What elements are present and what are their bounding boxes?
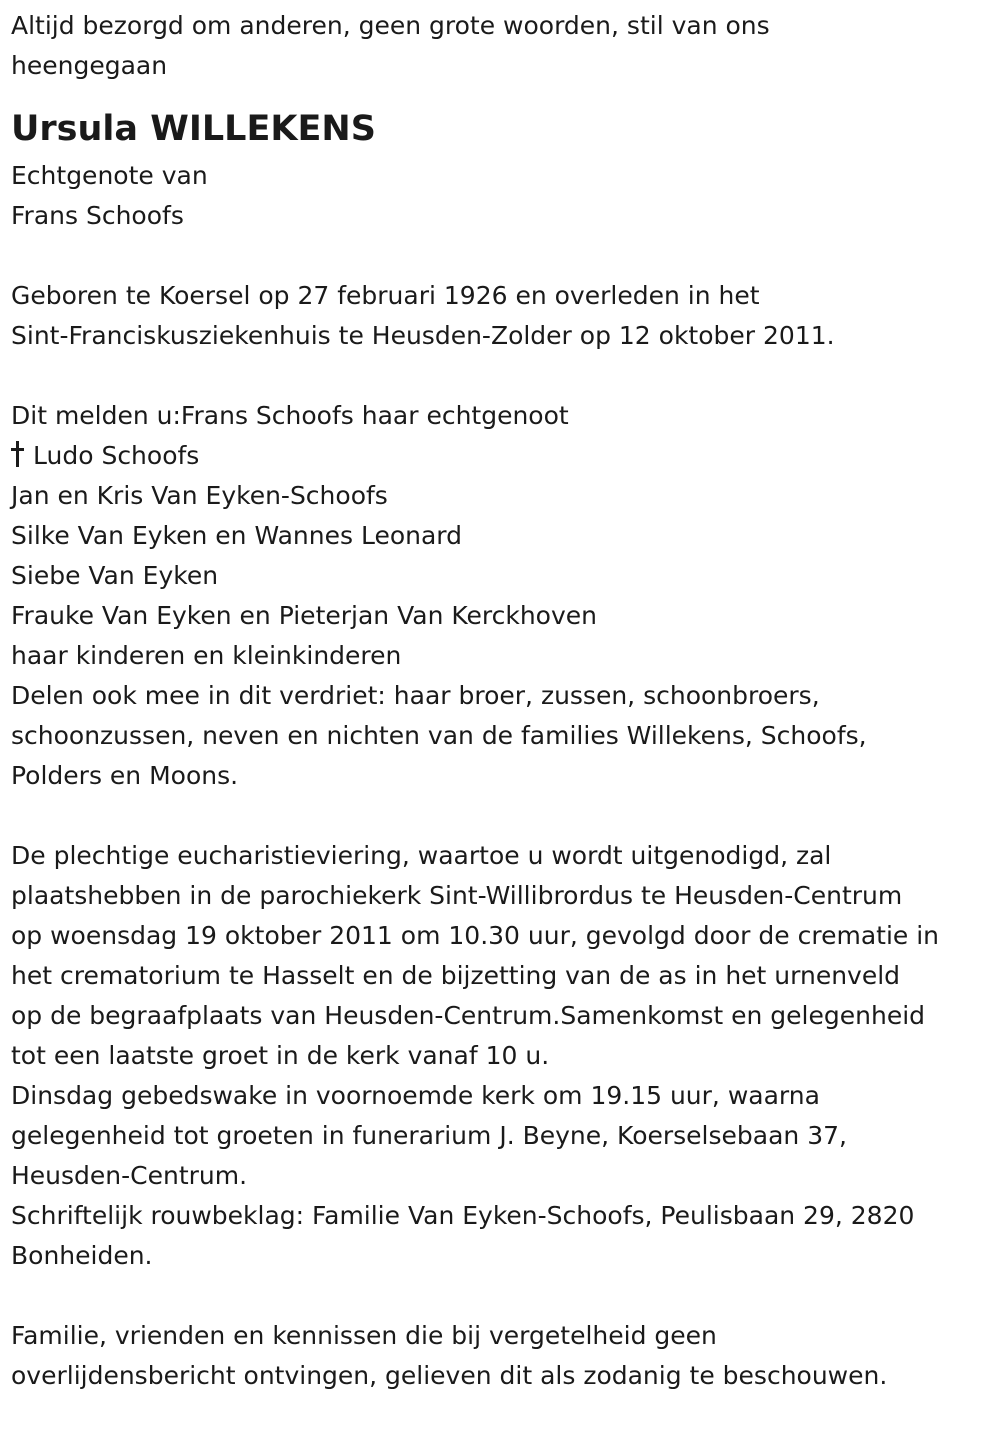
birth-death-line: Geboren te Koersel op 27 februari 1926 en overleden in het (11, 281, 760, 310)
closing-line: Familie, vrienden en kennissen die bij vergetelheid geen (11, 1321, 717, 1350)
announcement-line: schoonzussen, neven en nichten van de families Willekens, Schoofs, (11, 721, 867, 750)
closing-block (11, 1316, 989, 1396)
announcement-line: Jan en Kris Van Eyken-Schoofs (11, 481, 388, 510)
cross-icon (11, 441, 24, 467)
ceremony-line: Heusden-Centrum. (11, 1161, 248, 1190)
ceremony-line: Bonheiden. (11, 1241, 153, 1270)
ceremony-line: het crematorium te Hasselt en de bijzetting van de as in het urnenveld (11, 961, 901, 990)
ceremony-line: De plechtige eucharistieviering, waartoe u wordt uitgenodigd, zal (11, 841, 832, 870)
deceased-child-name: Ludo Schoofs (33, 441, 200, 470)
spouse-line: Echtgenote van (11, 161, 208, 190)
birth-death-block (11, 276, 989, 356)
birth-death-line: Sint-Franciskusziekenhuis te Heusden-Zolder op 12 oktober 2011. (11, 321, 835, 350)
closing-line: overlijdensbericht ontvingen, gelieven dit als zodanig te beschouwen. (11, 1361, 888, 1390)
spacer (11, 356, 989, 396)
announcement-line: Delen ook mee in dit verdriet: haar broer, zussen, schoonbroers, (11, 681, 820, 710)
spouse-line: Frans Schoofs (11, 201, 184, 230)
ceremony-block (11, 836, 989, 1276)
spacer (11, 1276, 989, 1316)
announcement-block (11, 396, 989, 796)
spacer (11, 796, 989, 836)
announcement-line: haar kinderen en kleinkinderen (11, 641, 402, 670)
ceremony-line: Dinsdag gebedswake in voornoemde kerk om 19.15 uur, waarna (11, 1081, 820, 1110)
intro-text (11, 6, 989, 86)
ceremony-line: gelegenheid tot groeten in funerarium J. Beyne, Koerselsebaan 37, (11, 1121, 847, 1150)
intro-line: Altijd bezorgd om anderen, geen grote woorden, stil van ons (11, 11, 770, 40)
announcement-line: Polders en Moons. (11, 761, 239, 790)
ceremony-line: op woensdag 19 oktober 2011 om 10.30 uur, gevolgd door de crematie in (11, 921, 940, 950)
announcement-line: Siebe Van Eyken (11, 561, 219, 590)
ceremony-line: op de begraafplaats van Heusden-Centrum.Samenkomst en gelegenheid (11, 1001, 926, 1030)
spouse-block (11, 156, 989, 236)
intro-line: heengegaan (11, 51, 168, 80)
deceased-name: Ursula WILLEKENS (11, 109, 376, 149)
deceased-child-line (11, 436, 989, 476)
announcement-line: Frauke Van Eyken en Pieterjan Van Kerckhoven (11, 601, 597, 630)
spacer (11, 236, 989, 276)
ceremony-line: Schriftelijk rouwbeklag: Familie Van Eyken-Schoofs, Peulisbaan 29, 2820 (11, 1201, 915, 1230)
ceremony-line: plaatshebben in de parochiekerk Sint-Willibrordus te Heusden-Centrum (11, 881, 903, 910)
announcement-line: Silke Van Eyken en Wannes Leonard (11, 521, 462, 550)
announcement-line: Dit melden u:Frans Schoofs haar echtgenoot (11, 401, 569, 430)
ceremony-line: tot een laatste groet in de kerk vanaf 10 u. (11, 1041, 550, 1070)
